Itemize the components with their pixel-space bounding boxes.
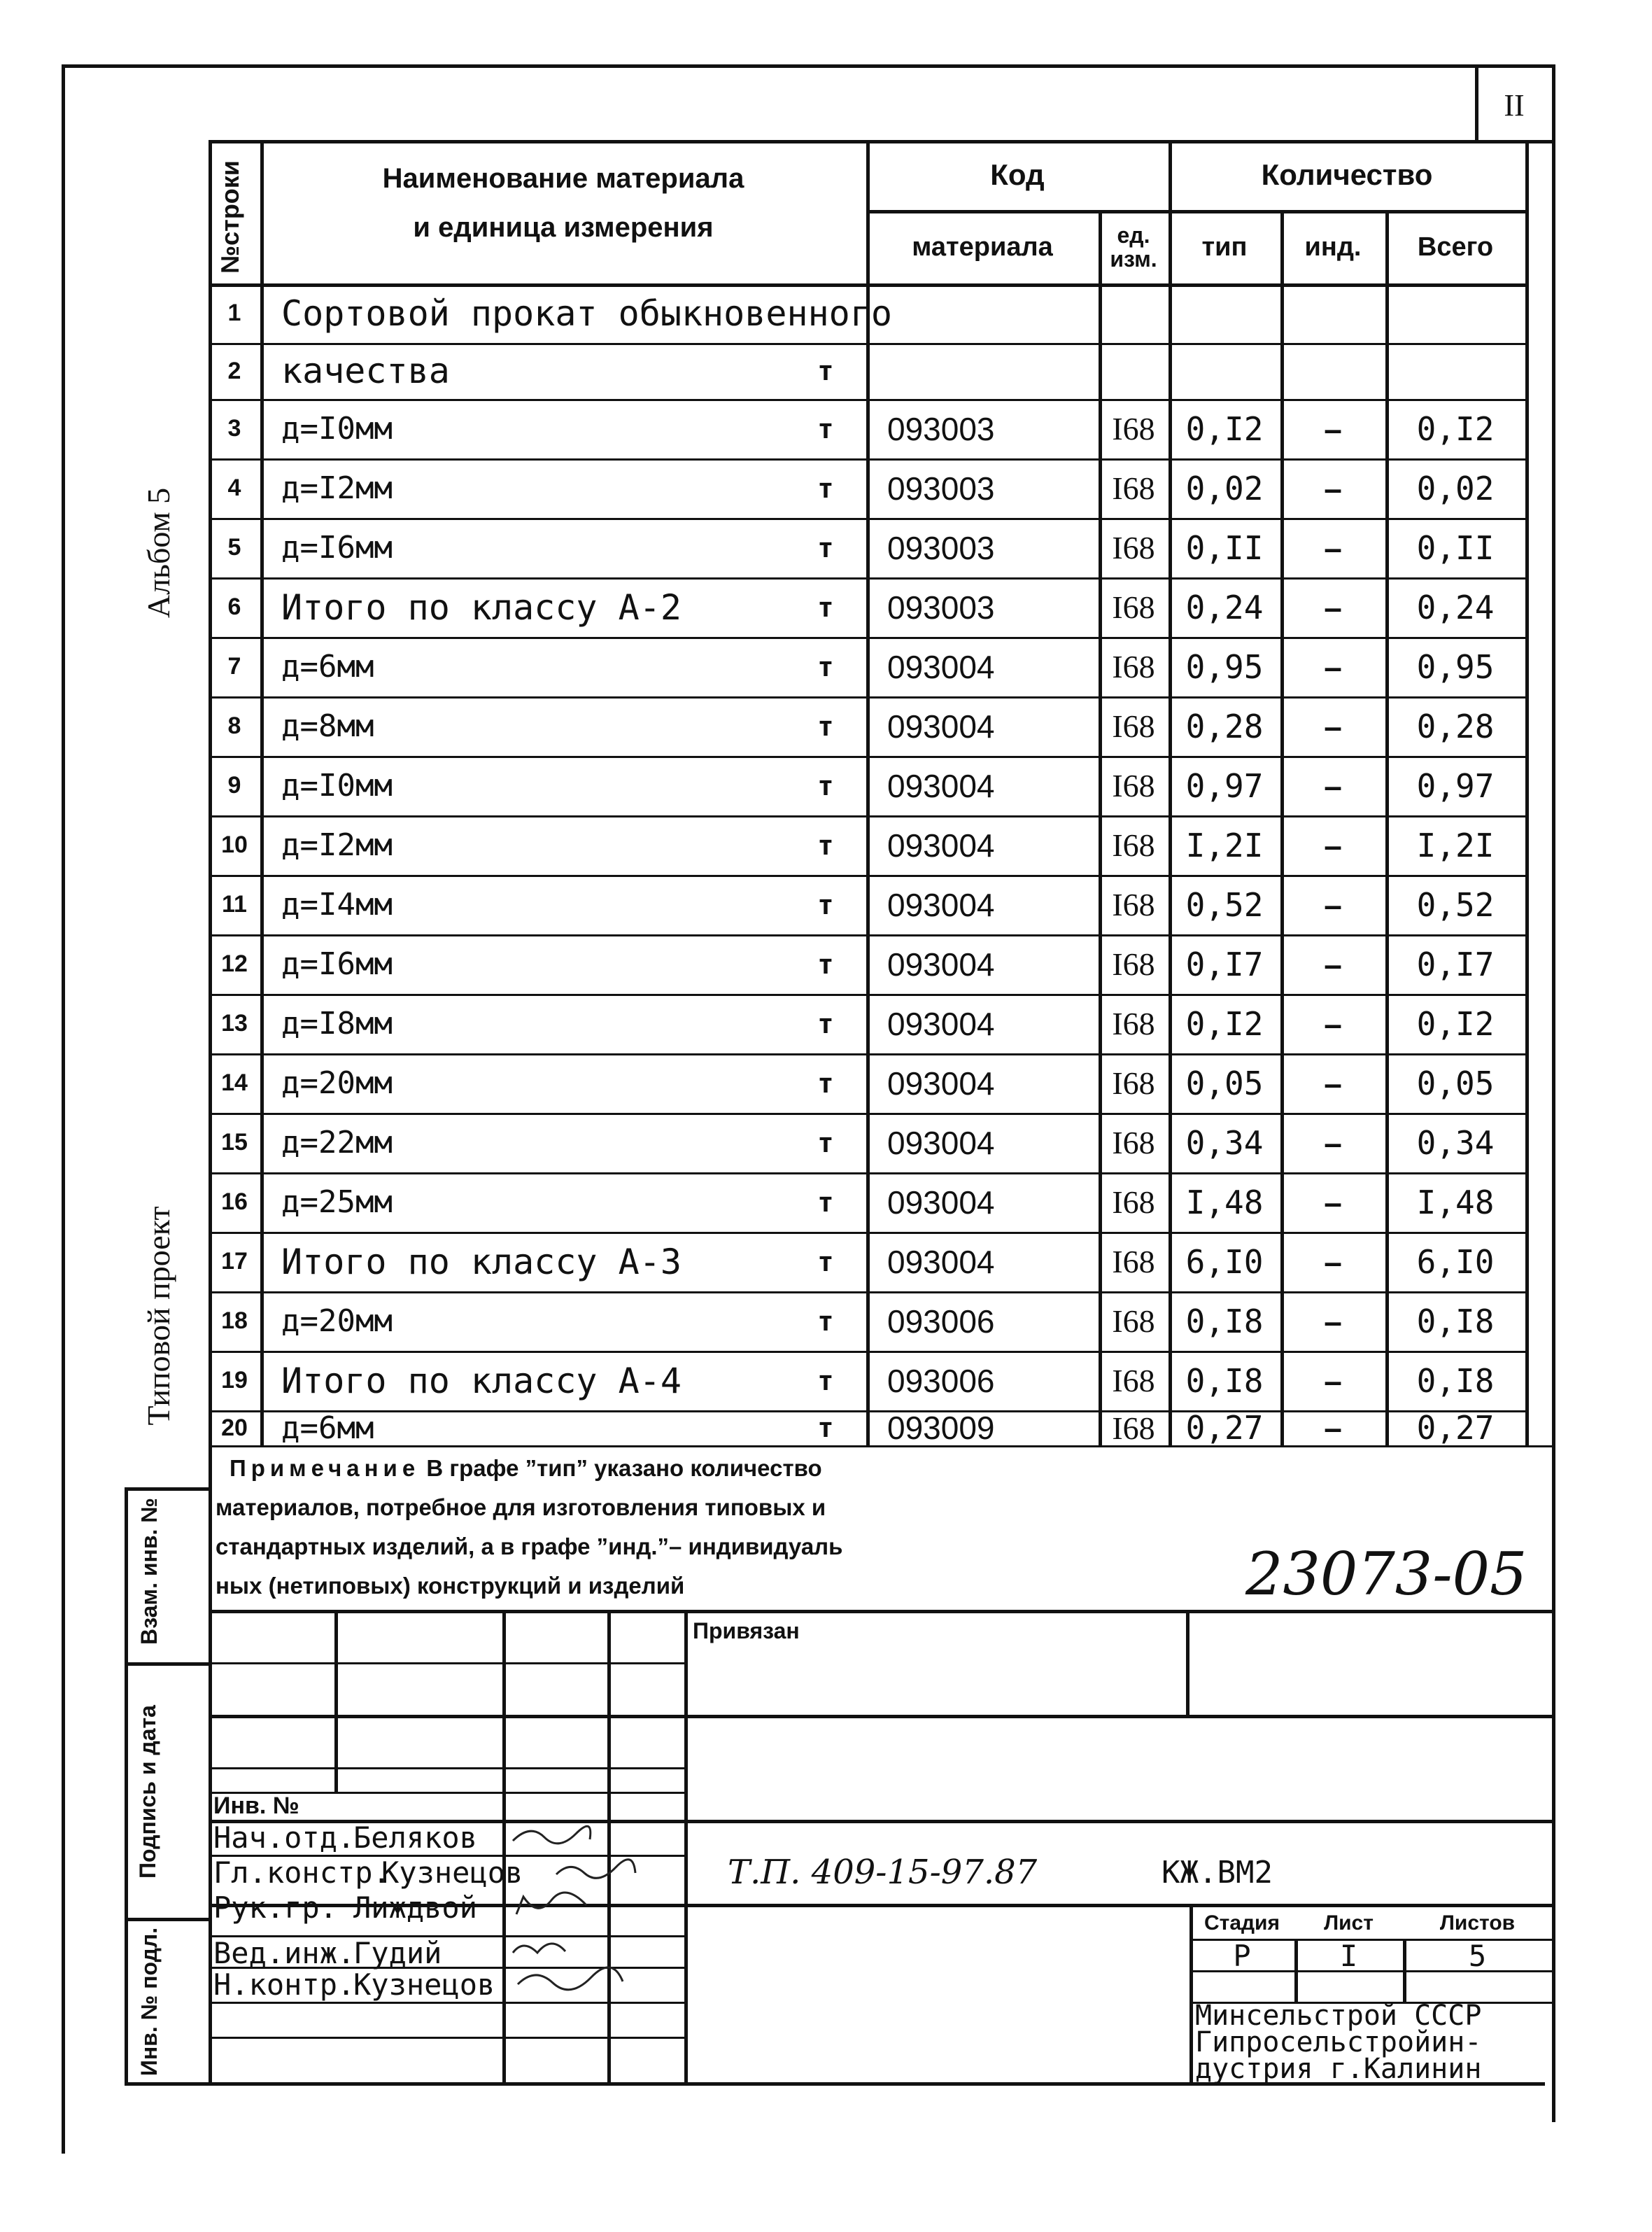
qty-ind: – — [1324, 1065, 1342, 1102]
sheets-value: 5 — [1468, 1939, 1487, 1973]
unit-code: I68 — [1112, 708, 1155, 744]
row-unit-letter: т — [817, 770, 834, 801]
header-code: Код — [990, 158, 1045, 191]
attached-label: Привязан — [693, 1617, 800, 1643]
material-code: 093006 — [887, 1303, 995, 1340]
row-number: 20 — [221, 1414, 248, 1441]
row-unit-letter: т — [817, 1412, 834, 1443]
qty-ind: – — [1324, 410, 1342, 447]
material-name: д=22мм — [281, 1125, 393, 1160]
qty-type: 0,I8 — [1185, 1361, 1264, 1400]
row-number: 8 — [227, 713, 241, 739]
row-number: 15 — [221, 1129, 248, 1156]
unit-code: I68 — [1112, 1363, 1155, 1398]
signature-2 — [553, 1855, 637, 1893]
qty-total: 0,I8 — [1416, 1302, 1495, 1340]
frame-left — [62, 64, 65, 2154]
qty-ind: – — [1324, 827, 1342, 864]
row-number: 17 — [221, 1248, 248, 1275]
material-name: Итого по классу А-4 — [281, 1360, 682, 1401]
material-name: д=6мм — [281, 1410, 374, 1446]
row-unit-letter: т — [817, 1246, 834, 1277]
qty-ind — [1280, 283, 1385, 343]
inv-orig-label: Инв. № подл. — [136, 1927, 162, 2077]
row-unit-letter: т — [817, 591, 834, 623]
qty-type: I,48 — [1185, 1183, 1264, 1221]
row-unit-letter: т — [817, 472, 834, 504]
staff-name: Кузнецов — [353, 1967, 495, 2002]
row-number: 5 — [227, 534, 241, 561]
material-code: 093009 — [887, 1410, 995, 1446]
material-name: Сортовой прокат обыкновенного — [281, 293, 892, 334]
row-number: 12 — [221, 950, 248, 977]
material-code: 093004 — [887, 827, 995, 864]
sheet-label: Лист — [1324, 1911, 1374, 1935]
qty-type: 0,34 — [1185, 1123, 1264, 1162]
staff-role: Вед.инж. — [213, 1935, 355, 1970]
drawing-mark: КЖ.ВМ2 — [1162, 1854, 1273, 1890]
qty-ind: – — [1324, 1184, 1342, 1221]
qty-type: I,2I — [1185, 826, 1264, 864]
document-number: 23073-05 — [1245, 1540, 1527, 1608]
inv-no-label: Инв. № — [213, 1792, 299, 1819]
unit-code: I68 — [1112, 827, 1155, 863]
unit-code: I68 — [1112, 768, 1155, 803]
material-name: д=I6мм — [281, 530, 393, 566]
album-label: Альбом 5 — [141, 487, 176, 619]
staff-role: Н.контр. — [213, 1967, 355, 2002]
signature-5 — [514, 1963, 626, 2002]
row-number: 16 — [221, 1188, 248, 1215]
staff-name: Лиждвой — [353, 1890, 478, 1925]
staff-name: Кузнецов — [381, 1855, 523, 1890]
row-unit-letter: т — [817, 1127, 834, 1158]
signature-3 — [509, 1890, 593, 1928]
material-name: д=I0мм — [281, 411, 393, 447]
row-number: 11 — [222, 891, 247, 918]
row-unit-letter: т — [817, 1305, 834, 1337]
qty-ind: – — [1324, 1303, 1342, 1340]
row-unit-letter: т — [817, 889, 834, 920]
note: Примечание В графе ”тип” указано количество материалов, потребное для изготовления типовых и стандартных изделий, а в графе ”инд.”– индивидуаль ных (нетиповых) конструкций и изделий — [216, 1455, 843, 1599]
header-unit: ед. изм. — [1110, 222, 1157, 272]
qty-total: 0,I2 — [1416, 409, 1495, 448]
stage-label: Стадия — [1203, 1911, 1280, 1935]
stage-value: Р — [1233, 1939, 1251, 1973]
qty-ind: – — [1324, 1124, 1342, 1161]
qty-total: 0,05 — [1416, 1064, 1495, 1102]
material-name: д=I2мм — [281, 827, 393, 863]
qty-ind: – — [1324, 1005, 1342, 1042]
note-prefix: Примечание — [230, 1455, 421, 1481]
row-unit-letter: т — [817, 948, 834, 980]
qty-type: 0,I7 — [1185, 945, 1264, 983]
row-number: 6 — [227, 594, 241, 620]
row-number: 3 — [227, 415, 241, 442]
staff-role: Гл.констр. — [213, 1855, 390, 1890]
sign-date-label: Подпись и дата — [135, 1705, 160, 1879]
qty-type: 0,05 — [1185, 1064, 1264, 1102]
qty-total: 0,34 — [1416, 1123, 1495, 1162]
qty-type: 0,02 — [1185, 469, 1264, 507]
unit-code: I68 — [1112, 1244, 1155, 1279]
material-name: д=6мм — [281, 649, 374, 685]
qty-total: 0,28 — [1416, 707, 1495, 745]
row-number: 19 — [221, 1367, 248, 1394]
unit-code: I68 — [1112, 589, 1155, 625]
row-unit-letter: т — [817, 829, 834, 861]
row-unit-letter: т — [817, 1186, 834, 1218]
row-unit-letter: т — [817, 1067, 834, 1099]
unit-code: I68 — [1112, 470, 1155, 506]
qty-total — [1385, 283, 1525, 343]
row-number: 9 — [227, 772, 241, 799]
header-row-no: №строки — [216, 160, 244, 274]
unit-code: I68 — [1112, 1125, 1155, 1160]
qty-total: 0,02 — [1416, 469, 1495, 507]
header-ind: инд. — [1304, 232, 1362, 262]
material-code: 093004 — [887, 886, 995, 923]
material-code: 093003 — [887, 470, 995, 507]
row-number: 14 — [221, 1069, 248, 1096]
qty-ind: – — [1324, 470, 1342, 507]
qty-total: 0,24 — [1416, 588, 1495, 626]
qty-total: 0,I2 — [1416, 1004, 1495, 1043]
row-unit-letter: т — [817, 1008, 834, 1039]
material-name: д=I0мм — [281, 768, 393, 803]
material-name: д=20мм — [281, 1303, 393, 1339]
org-line-1: Минсельстрой СССР — [1195, 2000, 1482, 2032]
qty-type: 0,I8 — [1185, 1302, 1264, 1340]
material-name: д=20мм — [281, 1065, 393, 1101]
row-unit-letter: т — [817, 651, 834, 682]
material-name: д=I8мм — [281, 1006, 393, 1041]
row-number: 1 — [227, 300, 241, 326]
qty-ind: – — [1324, 1410, 1342, 1446]
material-code: 093004 — [887, 708, 995, 745]
material-code: 093003 — [887, 529, 995, 566]
staff-role: Рук.гр. — [213, 1890, 338, 1925]
qty-total: 0,97 — [1416, 766, 1495, 805]
header-name: Наименование материала — [382, 162, 744, 194]
qty-ind: – — [1324, 886, 1342, 923]
project-type-label: Типовой проект — [141, 1206, 176, 1426]
qty-total: 0,II — [1416, 528, 1495, 567]
row-number: 10 — [221, 831, 248, 858]
qty-total: 0,I7 — [1416, 945, 1495, 983]
unit-code: I68 — [1112, 1065, 1155, 1101]
replace-inv-label: Взам. инв. № — [136, 1498, 162, 1645]
row-number: 2 — [227, 357, 241, 384]
qty-ind: – — [1324, 589, 1342, 626]
qty-ind: – — [1324, 708, 1342, 745]
qty-total: I,48 — [1416, 1183, 1495, 1221]
material-code: 093004 — [887, 1065, 995, 1102]
qty-total: 6,I0 — [1416, 1242, 1495, 1281]
qty-ind: – — [1324, 1362, 1342, 1399]
unit-code: I68 — [1112, 1410, 1155, 1446]
qty-total: 0,I8 — [1416, 1361, 1495, 1400]
qty-type: 0,52 — [1185, 885, 1264, 924]
header-quantity: Количество — [1261, 158, 1433, 191]
qty-ind: – — [1324, 648, 1342, 685]
material-name: д=I2мм — [281, 470, 393, 506]
staff-name: Гудий — [353, 1935, 442, 1970]
row-unit-letter: т — [817, 413, 834, 444]
unit-code — [1099, 343, 1169, 399]
material-code: 093004 — [887, 767, 995, 804]
material-code: 093004 — [887, 1005, 995, 1042]
material-name: д=25мм — [281, 1184, 393, 1220]
qty-total — [1385, 343, 1525, 399]
material-code: 093006 — [887, 1362, 995, 1399]
qty-type — [1169, 343, 1280, 399]
row-number: 4 — [227, 475, 241, 501]
qty-type: 6,I0 — [1185, 1242, 1264, 1281]
qty-type: 0,95 — [1185, 647, 1264, 686]
qty-type: 0,28 — [1185, 707, 1264, 745]
row-number: 18 — [221, 1307, 248, 1334]
material-code: 093003 — [887, 410, 995, 447]
unit-code: I68 — [1112, 530, 1155, 566]
qty-type: 0,27 — [1185, 1409, 1264, 1447]
header-material: материала — [912, 232, 1053, 262]
qty-ind: – — [1324, 767, 1342, 804]
sheets-label: Листов — [1439, 1911, 1516, 1935]
org-line-3: дустрия г.Калинин — [1195, 2053, 1482, 2085]
unit-code: I68 — [1112, 1184, 1155, 1220]
qty-total: I,2I — [1416, 826, 1495, 864]
material-code: 093004 — [887, 1184, 995, 1221]
material-code: 093004 — [887, 946, 995, 983]
unit-code: I68 — [1112, 946, 1155, 982]
qty-total: 0,52 — [1416, 885, 1495, 924]
qty-ind: – — [1324, 1243, 1342, 1280]
qty-type: 0,97 — [1185, 766, 1264, 805]
sheet-number: II — [1504, 87, 1525, 122]
material-code: 093003 — [887, 589, 995, 626]
staff-name: Беляков — [353, 1820, 478, 1855]
qty-ind — [1280, 343, 1385, 399]
material-name: Итого по классу А-3 — [281, 1241, 682, 1282]
row-unit-letter: т — [817, 532, 834, 563]
header-name-unit: и единица измерения — [413, 211, 714, 243]
org-line-2: Гипросельстройин- — [1195, 2026, 1482, 2058]
material-code: 093004 — [887, 648, 995, 685]
unit-code: I68 — [1112, 887, 1155, 922]
unit-code: I68 — [1112, 411, 1155, 447]
frame-right — [1552, 64, 1555, 2122]
qty-ind: – — [1324, 529, 1342, 566]
row-number: 7 — [227, 653, 241, 680]
header-total: Всего — [1417, 232, 1494, 262]
qty-type — [1169, 283, 1280, 343]
material-name: качества — [281, 351, 450, 391]
material-name: д=I6мм — [281, 946, 393, 982]
row-unit-letter: т — [817, 356, 834, 386]
header-type: тип — [1201, 232, 1248, 262]
project-code: Т.П. 409-15-97.87 — [728, 1853, 1038, 1892]
material-code — [887, 283, 1099, 343]
row-number: 13 — [221, 1010, 248, 1037]
qty-type: 0,24 — [1185, 588, 1264, 626]
signature-1 — [509, 1820, 593, 1858]
row-unit-letter: т — [817, 710, 834, 742]
qty-type: 0,II — [1185, 528, 1264, 567]
material-code — [887, 343, 1099, 399]
unit-code: I68 — [1112, 1303, 1155, 1339]
qty-ind: – — [1324, 946, 1342, 983]
staff-role: Нач.отд. — [213, 1820, 355, 1855]
frame-top — [62, 64, 1552, 68]
sheet-value: I — [1339, 1939, 1358, 1973]
unit-code — [1099, 283, 1169, 343]
qty-type: 0,I2 — [1185, 409, 1264, 448]
qty-type: 0,I2 — [1185, 1004, 1264, 1043]
unit-code: I68 — [1112, 1006, 1155, 1041]
unit-code: I68 — [1112, 649, 1155, 685]
material-code: 093004 — [887, 1243, 995, 1280]
material-name: д=8мм — [281, 708, 374, 744]
material-name: Итого по классу А-2 — [281, 587, 682, 628]
row-unit-letter: т — [817, 1365, 834, 1396]
material-name: д=I4мм — [281, 887, 393, 922]
qty-total: 0,27 — [1416, 1409, 1495, 1447]
qty-total: 0,95 — [1416, 647, 1495, 686]
material-code: 093004 — [887, 1124, 995, 1161]
